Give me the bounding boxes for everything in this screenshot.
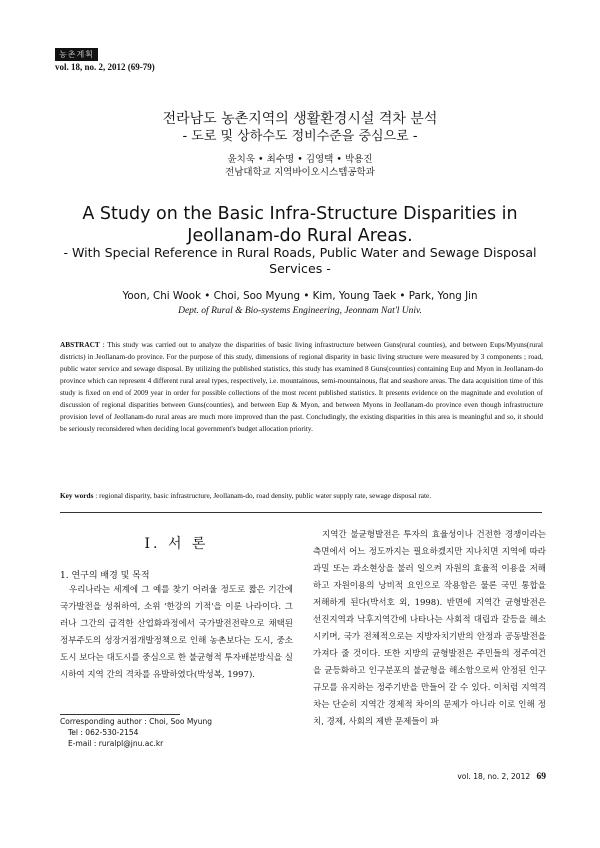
korean-authors: 윤치욱 • 최수명 • 김영택 • 박용진: [227, 154, 373, 165]
abstract-label: ABSTRACT: [60, 340, 100, 349]
page-number: 69: [536, 772, 546, 782]
keywords-label: Key words: [60, 491, 94, 500]
footnote-divider: [60, 714, 180, 715]
english-subtitle: - With Special Reference in Rural Roads, Public Water and Sewage Disposal Services -: [63, 245, 537, 276]
korean-title: 전라남도 농촌지역의 생활환경시설 격차 분석: [162, 111, 438, 127]
body-paragraph-left: 우리나라는 세계에 그 예를 찾기 어려울 정도로 짧은 기간에 국가발전을 성취하여, 소위 '한강의 기적'을 이룬 나라이다. 그러나 그간의 급격한 산업화과정에서 국가발전전략으로 채택된 정부주도의 성장거점개발정책으로 인해 농촌보다는 도시, 중소도시 보다는 대도시를 중심으로 한 불균형적 투자배분방식을 실시하여 지역 간의 격차를 유발하였다(박성복, 1997).: [60, 585, 293, 680]
english-affiliation: Dept. of Rural & Bio-systems Engineering, Jeonnam Nat'l Univ.: [178, 306, 422, 316]
page-footer: [448, 772, 546, 782]
abstract-divider: [60, 512, 542, 513]
body-paragraph-right: 지역간 불균형발전은 투자의 효율성이나 건전한 경쟁이라는 측면에서 어느 정도까지는 필요하겠지만 지나치면 지역에 따라 과밀 또는 과소현상을 불러 일으켜 자원의 효율적 이용을 저해하고 자원이용의 낭비적 요인으로 작용함은 물론 국민 통합을 저해하게 된다(박서호 외, 1998). 반면에 지역간 균형발전은 선진지역과 낙후지역간에 나타나는 사회적 대립과 갈등을 해소시키며, 국가 전체적으로는 지방자치기반의 안정과 공동발전을 가져다 줄 것이다. 또한 지방의 균형발전은 주민들의 정주여건을 균등화하고 인구분포의 불균형을 해소함으로써 안정된 인구규모를 유지하는 정주기반을 만들어 갈 수 있다. 이처럼 지역격차는 단순히 지역간 경제적 차이의 문제가 아니라 이로 인해 정치, 경제, 사회의 제반 문제들이 파: [313, 530, 546, 727]
english-title: A Study on the Basic Infra-Structure Disparities in Jeollanam-do Rural Areas.: [82, 204, 518, 246]
korean-subtitle: - 도로 및 상하수도 정비수준을 중심으로 -: [182, 129, 418, 144]
keywords: [60, 490, 543, 501]
abstract-text: : This study was carried out to analyze the disparities of basic living infrastructure between Guns(rural counties), and between Eups/Myuns(rural districts) in Jeollanam-do province. For the purpose of this study, dimensions of regional disparity in basic living structure were measured by 3 components ; road, public water service and sewage disposal. By utilizing the published statistics, this study has examined 8 Guns(counties) containing Eup and Myon in Jeollanam-do province which can represent 4 different rural areal types, respectively, i.e. mountainous, semi-mountainous, flat and seashore areas. The data acquisition time of this study is fixed on end of 2009 year in order for possible collections of the most recent published statistics. It presents evidence on the magnitude and evolution of discussion of regional disparities between Guns(counties), and between Eup & Myon, and between Myons in Jeollanam-do province even though infrastructure provision level of Jeollanam-do rural areas are much more improved than the past. Concludingly, the existing disparities in this area is meaningful and so, it should be seriously reconsidered when deciding local government's budget allocation priority.: [60, 340, 543, 433]
keywords-text: : regional disparity, basic infrastructure, Jeollanam-do, road density, public water supply rate, sewage disposal rate.: [95, 491, 432, 500]
english-authors: Yoon, Chi Wook • Choi, Soo Myung • Kim, Young Taek • Park, Yong Jin: [122, 290, 478, 302]
journal-badge: 농촌계획: [55, 48, 98, 61]
korean-affiliation: 전남대학교 지역바이오시스템공학과: [225, 167, 375, 178]
author-phone: Tel : 062-530-2154: [68, 728, 139, 737]
volume-info: vol. 18, no. 2, 2012 (69-79): [55, 62, 155, 72]
footnote: [60, 716, 212, 749]
subsection-heading: 1. 연구의 배경 및 목적: [60, 571, 150, 581]
footer-volume: vol. 18, no. 2, 2012: [457, 772, 531, 781]
corresponding-author: Corresponding author : Choi, Soo Myung: [60, 717, 213, 726]
section-heading: I. 서 론: [144, 536, 209, 552]
abstract: [60, 339, 543, 435]
author-email: E-mail : ruralpl@jnu.ac.kr: [68, 739, 164, 748]
